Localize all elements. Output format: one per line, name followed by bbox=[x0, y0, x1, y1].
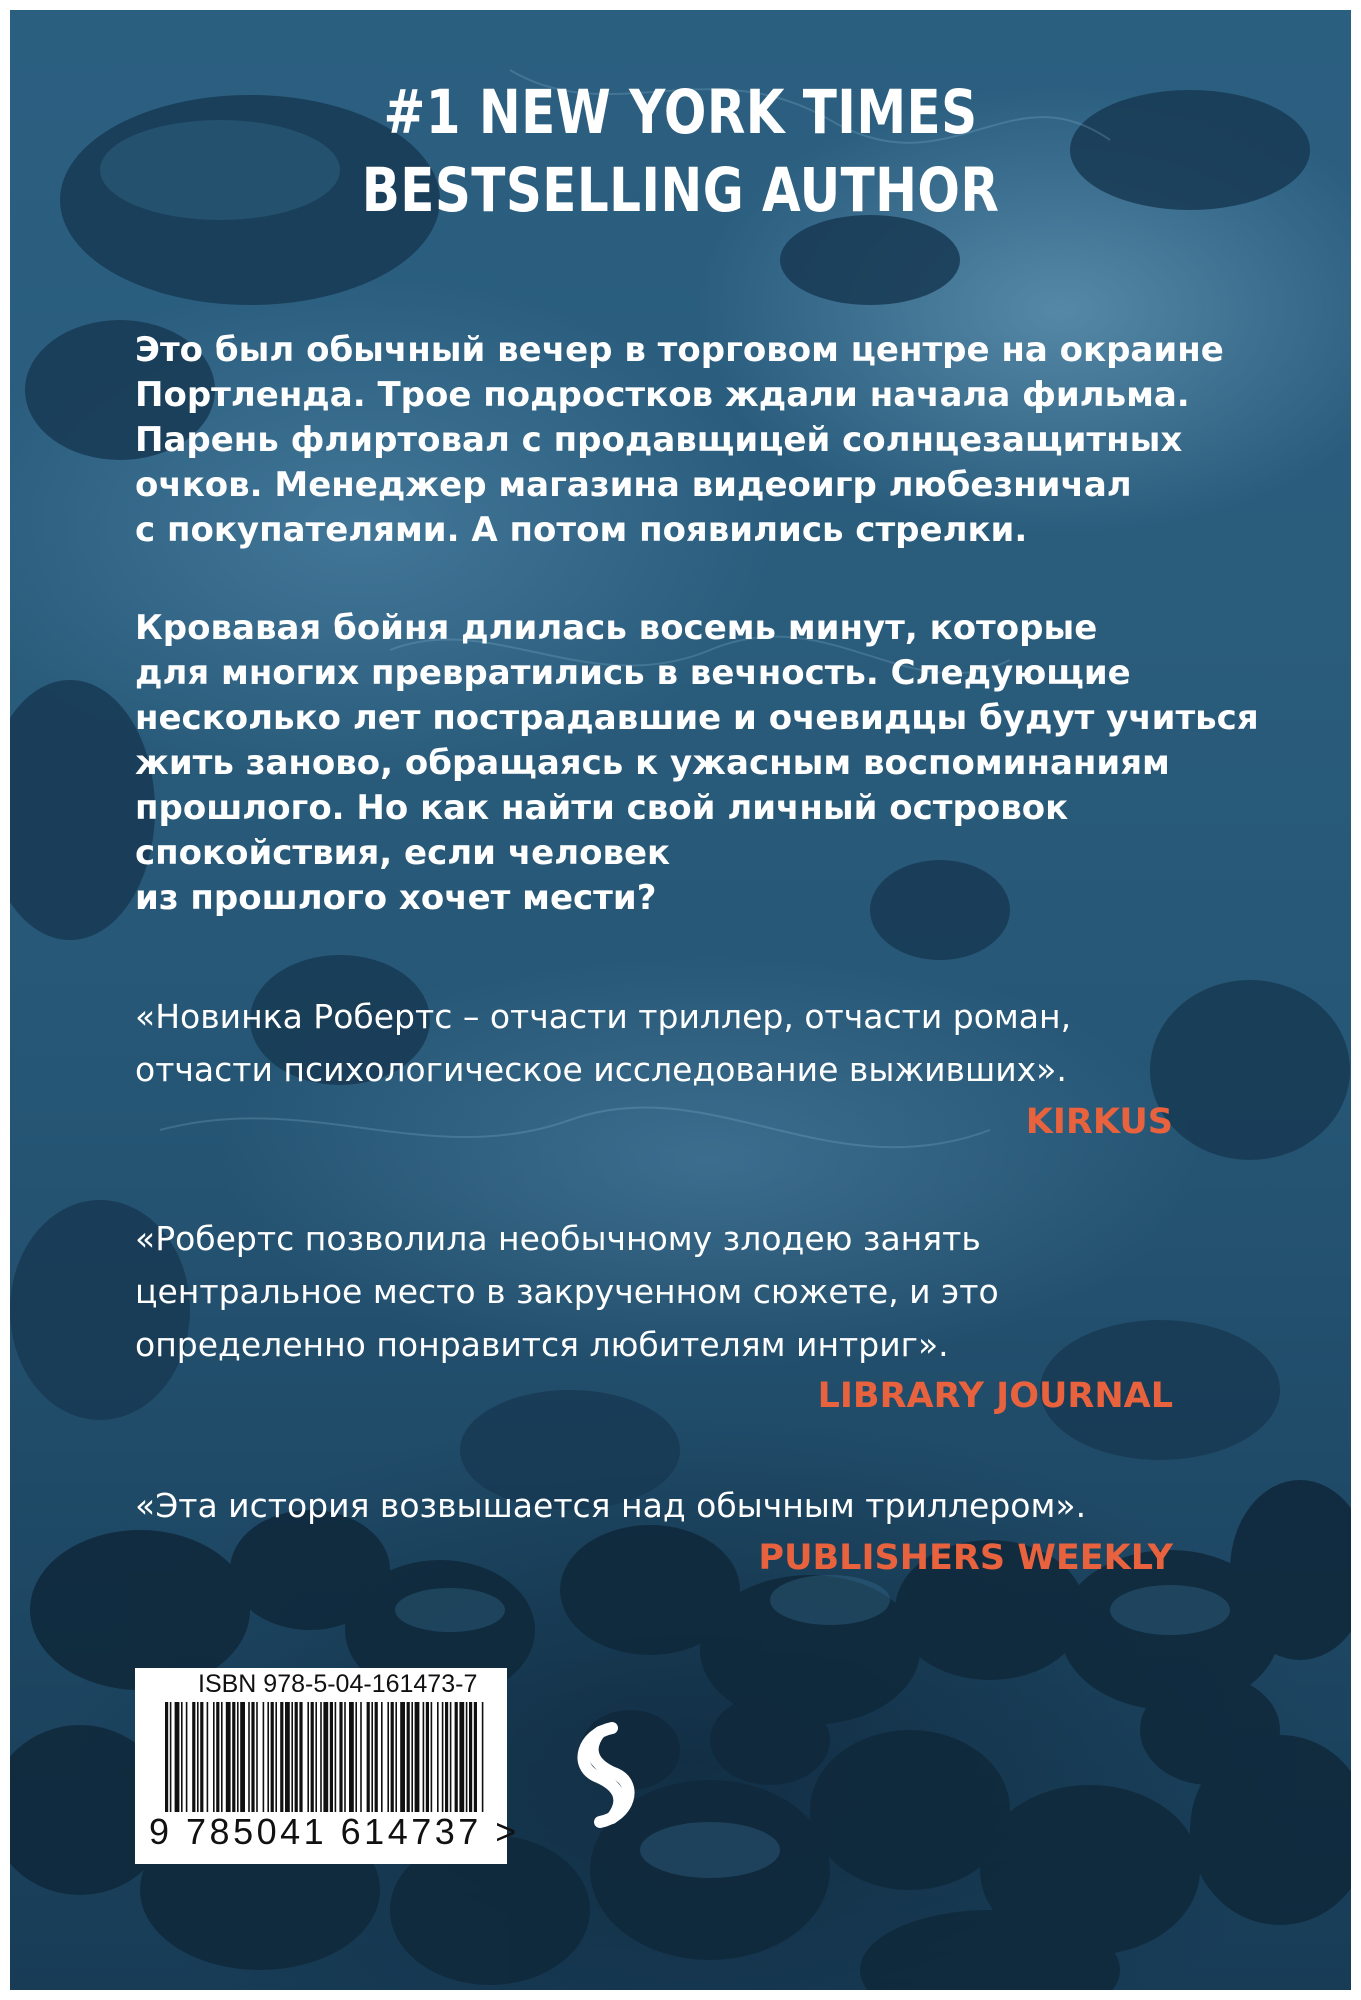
isbn-digits: 9 785041 614737 > bbox=[149, 1811, 520, 1852]
bestseller-heading bbox=[131, 74, 1231, 230]
blurb-line: из прошлого хочет мести? bbox=[135, 878, 657, 918]
blurb-line: Кровавая бойня длилась восемь минут, которые bbox=[135, 608, 1098, 648]
quote-line: центральное место в закрученном сюжете, и это bbox=[135, 1272, 999, 1311]
review-source-2: LIBRARY JOURNAL bbox=[817, 1376, 1173, 1416]
barcode-bars-icon bbox=[165, 1702, 485, 1812]
review-source-3: PUBLISHERS WEEKLY bbox=[758, 1538, 1173, 1578]
blurb-line: Портленда. Трое подростков ждали начала фильма. bbox=[135, 375, 1190, 415]
blurb-line: для многих превратились в вечность. Следующие bbox=[135, 653, 1131, 693]
quote-line: «Новинка Робертс – отчасти триллер, отчасти роман, bbox=[135, 997, 1072, 1036]
isbn-label: ISBN 978-5-04-161473-7 bbox=[198, 1670, 478, 1698]
quote-line: «Эта история возвышается над обычным триллером». bbox=[135, 1486, 1087, 1525]
blurb-paragraph-2 bbox=[135, 606, 1259, 921]
review-quote-2 bbox=[135, 1212, 1185, 1371]
heading-line-1: #1 NEW YORK TIMES bbox=[383, 77, 978, 148]
blurb-line: несколько лет пострадавшие и очевидцы будут учиться bbox=[135, 698, 1259, 738]
heading-line-2: BESTSELLING AUTHOR bbox=[361, 155, 1000, 226]
blurb-line: спокойствия, если человек bbox=[135, 833, 671, 873]
blurb-line: жить заново, обращаясь к ужасным воспоминаниям bbox=[135, 743, 1170, 783]
review-quote-1 bbox=[135, 990, 1185, 1096]
quote-line: определенно понравится любителям интриг». bbox=[135, 1325, 949, 1364]
blurb-paragraph-1 bbox=[135, 328, 1235, 553]
blurb-line: с покупателями. А потом появились стрелки. bbox=[135, 510, 1028, 550]
quote-line: «Робертс позволила необычному злодею занять bbox=[135, 1219, 981, 1258]
book-back-cover bbox=[10, 10, 1351, 1990]
review-quote-3 bbox=[135, 1479, 1185, 1532]
blurb-line: очков. Менеджер магазина видеоигр любезничал bbox=[135, 465, 1132, 505]
blurb-line: Парень флиртовал с продавщицей солнцезащитных bbox=[135, 420, 1183, 460]
eksmo-publisher-logo-icon bbox=[566, 1720, 646, 1830]
quote-line: отчасти психологическое исследование выживших». bbox=[135, 1050, 1067, 1089]
review-source-1: KIRKUS bbox=[1025, 1102, 1173, 1142]
isbn-barcode bbox=[135, 1668, 520, 1864]
blurb-line: прошлого. Но как найти свой личный островок bbox=[135, 788, 1069, 828]
blurb-line: Это был обычный вечер в торговом центре на окраине bbox=[135, 330, 1224, 370]
